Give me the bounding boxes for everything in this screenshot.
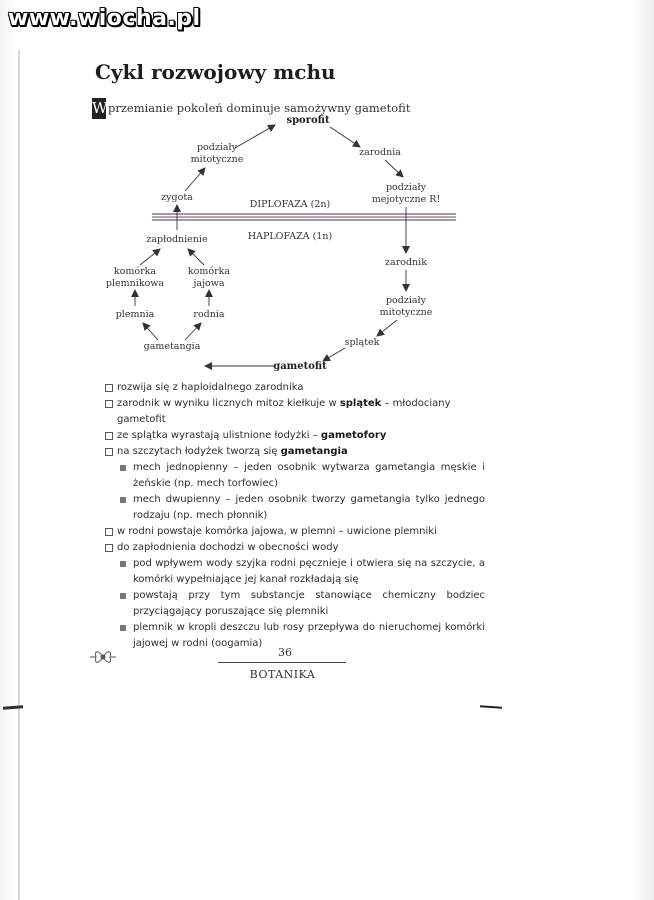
sub-list <box>117 556 485 652</box>
list-item-bold: splątek <box>339 398 382 409</box>
list-item-text: w rodni powstaje komórka jajowa, w plemni – uwicione plemniki <box>117 526 437 537</box>
label-gametangia: gametangia <box>143 341 201 352</box>
page-title: Cykl rozwojowy mchu <box>95 60 336 84</box>
flower-ornament-icon <box>88 645 118 669</box>
list-item-text: na szczytach łodyżek tworzą się <box>117 446 281 457</box>
arrow-jajowa-to-zaplodnienie <box>188 249 204 265</box>
sub-list-item: mech jednopienny – jeden osobnik wytwarza gametangia męskie i żeńskie (np. mech torfowiec) <box>117 460 485 492</box>
label-komorka-plemnikowa-1: komórka <box>113 266 157 277</box>
arrow-sporofit-to-zarodnia <box>330 127 360 147</box>
label-podzialy-mitotyczne-top-2: mitotyczne <box>190 154 244 165</box>
label-haplofaza: HAPLOFAZA (1n) <box>247 231 333 242</box>
page-number: 36 <box>278 646 292 659</box>
arrow-zygota-to-mitotyczne <box>185 168 205 191</box>
sub-list <box>117 460 485 524</box>
label-komorka-jajowa-2: jajowa <box>193 278 225 289</box>
list-item-bold: gametangia <box>280 446 348 457</box>
list-item-text: zarodnik w wyniku licznych mitoz kiełkuje w <box>117 398 340 409</box>
list-item <box>105 396 485 428</box>
intro-text: przemianie pokoleń dominuje samożywny gametofit <box>108 101 411 115</box>
label-diplofaza: DIPLOFAZA (2n) <box>249 199 331 210</box>
label-gametofit: gametofit <box>273 361 327 372</box>
arrow-mitotyczne-to-splatek <box>377 320 397 336</box>
list-item <box>105 380 485 396</box>
label-podzialy-mejotyczne-2: mejotyczne R! <box>371 194 441 205</box>
label-rodnia: rodnia <box>193 309 225 320</box>
label-podzialy-mejotyczne-1: podziały <box>385 182 427 193</box>
sub-list-item: plemnik w kropli deszczu lub rosy przepływa do nieruchomej komórki jajowej w rodni (oogamia) <box>117 620 485 652</box>
label-plemnia: plemnia <box>115 309 155 320</box>
label-zarodnik: zarodnik <box>385 257 427 268</box>
arrow-splatek-to-gametofit <box>323 348 345 361</box>
sub-list-item: mech dwupienny – jeden osobnik tworzy gametangia tylko jednego rodzaju (np. mech płonnik) <box>117 492 485 524</box>
arrow-gametangia-to-plemnia <box>143 323 158 340</box>
list-item <box>105 540 485 652</box>
list-item-text: – młodociany gametofit <box>117 398 451 425</box>
footer-title: BOTANIKA <box>249 668 316 681</box>
label-podzialy-mitotyczne-top-1: podziały <box>196 142 238 153</box>
arrow-zarodnia-to-mejotyczne <box>385 160 403 177</box>
feature-list <box>105 380 485 652</box>
footer-divider <box>218 662 346 663</box>
sub-list-item: pod wpływem wody szyjka rodni pęcznieje i otwiera się na szczycie, a komórki wypełniające jej kanał rozkładają się <box>117 556 485 588</box>
label-zarodnia: zarodnia <box>359 147 401 158</box>
label-komorka-jajowa-1: komórka <box>187 266 231 277</box>
arrow-plemnikowa-to-zaplodnienie <box>140 249 160 265</box>
label-sporofit: sporofit <box>286 115 330 126</box>
list-item <box>105 444 485 524</box>
label-podzialy-mitotyczne-right-1: podziały <box>385 295 427 306</box>
list-item <box>105 524 485 540</box>
label-zaplodnienie: zapłodnienie <box>146 234 208 245</box>
arrow-gametangia-to-rodnia <box>185 323 201 340</box>
list-item-text: ze splątka wyrastają ulistnione łodyżki – <box>117 430 321 441</box>
list-item-bold: gametofory <box>320 430 387 441</box>
watermark-logo: www.wiocha.pl <box>8 6 201 31</box>
label-komorka-plemnikowa-2: plemnikowa <box>105 278 165 289</box>
label-zygota: zygota <box>161 192 193 203</box>
arrow-mitotyczne-to-sporofit <box>235 125 275 148</box>
dropcap: W <box>92 98 108 117</box>
label-podzialy-mitotyczne-right-2: mitotyczne <box>379 307 433 318</box>
list-item-text: rozwija się z haploidalnego zarodnika <box>117 382 304 393</box>
list-item-text: do zapłodnienia dochodzi w obecności wody <box>117 542 339 553</box>
sub-list-item: powstają przy tym substancje stanowiące chemiczny bodziec przyciągający poruszające się plemniki <box>117 588 485 620</box>
list-item <box>105 428 485 444</box>
label-splatek: splątek <box>344 337 380 348</box>
